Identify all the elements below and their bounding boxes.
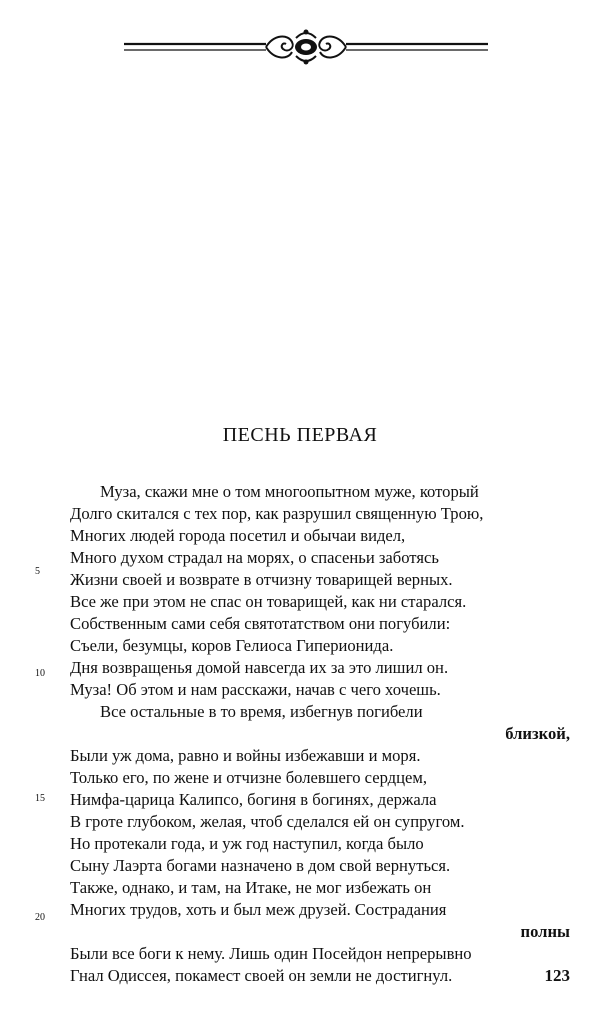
page-number: 123 — [544, 966, 570, 985]
poem-line-continuation: полны — [520, 922, 570, 941]
line-number: 20 — [35, 912, 45, 923]
poem-line: Долго скитался с тех пор, как разрушил священную Трою, — [70, 504, 484, 523]
poem-line: Многих трудов, хоть и был меж друзей. Сострадания — [70, 900, 447, 919]
poem-line: Муза! Об этом и нам расскажи, начав с чего хочешь. — [70, 680, 441, 699]
poem-line: Съели, безумцы, коров Гелиоса Гиперионида. — [70, 636, 394, 655]
poem-line: Но протекали года, и уж год наступил, когда было — [70, 834, 424, 853]
poem-line: Также, однако, и там, на Итаке, не мог избежать он — [70, 878, 432, 897]
poem-text — [70, 481, 570, 987]
ornament-icon — [120, 28, 492, 68]
poem-line: Были все боги к нему. Лишь один Посейдон непрерывно — [70, 944, 472, 963]
poem-line-continuation: близкой, — [505, 724, 570, 743]
poem-line: Муза, скажи мне о том многоопытном муже, который — [100, 482, 479, 501]
poem-line: Многих людей города посетил и обычаи видел, — [70, 526, 406, 545]
poem-line: Гнал Одиссея, покамест своей он земли не достигнул. — [70, 966, 453, 985]
poem-line: В гроте глубоком, желая, чтоб сделался ей он супругом. — [70, 812, 465, 831]
line-number: 10 — [35, 668, 45, 679]
poem-line: Все остальные в то время, избегнув погибели — [100, 702, 423, 721]
poem-line: Сыну Лаэрта богами назначено в дом свой вернуться. — [70, 856, 451, 875]
line-number: 5 — [35, 566, 40, 577]
poem-line: Дня возвращенья домой навсегда их за это лишил он. — [70, 658, 449, 677]
poem-line: Были уж дома, равно и войны избежавши и моря. — [70, 746, 421, 765]
poem-line: Собственным сами себя святотатством они погубили: — [70, 614, 451, 633]
poem-line: Только его, по жене и отчизне болевшего сердцем, — [70, 768, 428, 787]
chapter-title: ПЕСНЬ ПЕРВАЯ — [222, 424, 378, 446]
poem-line: Жизни своей и возврате в отчизну товарищей верных. — [70, 570, 453, 589]
line-number: 15 — [35, 793, 45, 804]
poem-line: Много духом страдал на морях, о спасеньи заботясь — [70, 548, 439, 567]
poem-line: Нимфа-царица Калипсо, богиня в богинях, держала — [70, 790, 437, 809]
poem-line: Все же при этом не спас он товарищей, как ни старался. — [70, 592, 467, 611]
